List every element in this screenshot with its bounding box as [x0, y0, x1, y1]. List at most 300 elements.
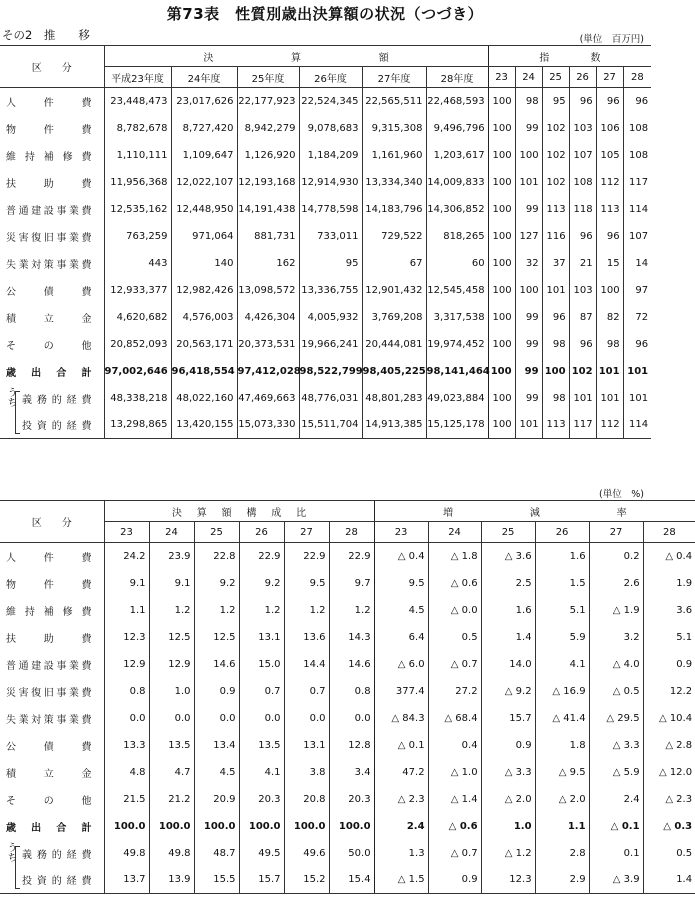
cell-change: 0.5: [643, 840, 695, 867]
cell-index: 99: [515, 385, 542, 412]
cell-change: 5.1: [535, 597, 589, 624]
column-header-year: 28: [329, 522, 374, 543]
cell-change: 47.2: [374, 759, 428, 786]
cell-amount: 20,852,093: [104, 331, 171, 358]
cell-index: 98: [596, 331, 623, 358]
cell-amount: 48,022,160: [171, 385, 237, 412]
cell-change: △ 2.3: [374, 786, 428, 813]
cell-index: 100: [488, 169, 515, 196]
cell-amount: 13,336,755: [299, 277, 362, 304]
row-label: 公債費: [6, 286, 92, 298]
row-label: 物件費: [6, 124, 92, 136]
row-label: 投資的経費: [0, 412, 104, 439]
cell-amount: 1,110,111: [104, 142, 171, 169]
cell-change: 2.4: [374, 813, 428, 840]
cell-ratio: 9.5: [284, 570, 329, 597]
cell-ratio: 9.1: [104, 570, 149, 597]
cell-amount: 98,405,225: [362, 358, 426, 385]
cell-amount: 12,545,458: [426, 277, 488, 304]
cell-amount: 60: [426, 250, 488, 277]
row-label: 維持補修費: [6, 151, 92, 163]
cell-change: △ 2.0: [535, 786, 589, 813]
cell-ratio: 14.3: [329, 624, 374, 651]
cell-ratio: 13.3: [104, 732, 149, 759]
cell-amount: 140: [171, 250, 237, 277]
cell-ratio: 13.5: [149, 732, 194, 759]
table-row: [0, 678, 695, 705]
cell-ratio: 23.9: [149, 543, 194, 570]
column-header-year: 26: [569, 67, 596, 88]
column-group-index-char: 数: [590, 52, 601, 64]
cell-ratio: 15.4: [329, 867, 374, 894]
column-header-year: 26: [239, 522, 284, 543]
cell-ratio: 21.2: [149, 786, 194, 813]
cell-ratio: 49.6: [284, 840, 329, 867]
row-label: 人件費: [6, 97, 92, 109]
cell-index: 113: [596, 196, 623, 223]
table-row: [0, 732, 695, 759]
cell-index: 21: [569, 250, 596, 277]
cell-ratio: 1.2: [194, 597, 239, 624]
cell-change: △ 10.4: [643, 705, 695, 732]
column-header-year: 28: [623, 67, 651, 88]
cell-change: 2.5: [481, 570, 535, 597]
cell-ratio: 22.9: [329, 543, 374, 570]
cell-change: 2.6: [589, 570, 643, 597]
brace-mark: [15, 391, 20, 413]
amount-index-table: [0, 45, 651, 439]
cell-amount: 12,982,426: [171, 277, 237, 304]
cell-ratio: 0.8: [104, 678, 149, 705]
cell-change: 12.2: [643, 678, 695, 705]
cell-ratio: 1.2: [149, 597, 194, 624]
cell-change: △ 0.6: [428, 813, 481, 840]
row-label-text: 義務的経費: [22, 849, 92, 861]
cell-ratio: 12.5: [194, 624, 239, 651]
cell-amount: 47,469,663: [237, 385, 299, 412]
page-title: 第73表 性質別歳出決算額の状況（つづき）: [166, 5, 484, 23]
ratio-change-table: [0, 500, 695, 894]
cell-index: 100: [488, 385, 515, 412]
cell-amount: 97,412,028: [237, 358, 299, 385]
cell-change: 0.1: [589, 840, 643, 867]
cell-index: 112: [596, 412, 623, 439]
cell-ratio: 100.0: [149, 813, 194, 840]
cell-change: △ 0.6: [428, 570, 481, 597]
cell-amount: 1,109,647: [171, 142, 237, 169]
cell-amount: 13,334,340: [362, 169, 426, 196]
cell-amount: 9,315,308: [362, 115, 426, 142]
column-group-change: [374, 501, 695, 522]
row-label: 災害復旧事業費: [6, 687, 92, 699]
cell-amount: 1,161,960: [362, 142, 426, 169]
column-group-change-char: 率: [616, 507, 627, 519]
cell-change: △ 0.3: [643, 813, 695, 840]
cell-index: 101: [623, 385, 651, 412]
cell-ratio: 15.0: [239, 651, 284, 678]
table-row: [0, 304, 651, 331]
cell-ratio: 1.0: [149, 678, 194, 705]
cell-amount: 20,444,081: [362, 331, 426, 358]
cell-index: 100: [488, 412, 515, 439]
cell-amount: 13,420,155: [171, 412, 237, 439]
row-label: 失業対策事業費: [6, 259, 92, 271]
row-label: 積立金: [6, 313, 92, 325]
cell-ratio: 13.9: [149, 867, 194, 894]
cell-ratio: 24.2: [104, 543, 149, 570]
cell-change: △ 3.3: [481, 759, 535, 786]
cell-change: △ 9.2: [481, 678, 535, 705]
cell-index: 15: [596, 250, 623, 277]
cell-ratio: 4.8: [104, 759, 149, 786]
column-header-year: 24: [428, 522, 481, 543]
cell-index: 100: [542, 358, 569, 385]
cell-index: 100: [488, 358, 515, 385]
cell-index: 100: [515, 142, 542, 169]
cell-amount: 14,778,598: [299, 196, 362, 223]
cell-index: 108: [623, 115, 651, 142]
cell-change: 1.4: [643, 867, 695, 894]
cell-ratio: 15.7: [239, 867, 284, 894]
cell-amount: 4,426,304: [237, 304, 299, 331]
cell-ratio: 21.5: [104, 786, 149, 813]
cell-index: 37: [542, 250, 569, 277]
cell-amount: 98,141,464: [426, 358, 488, 385]
column-header-year: 28年度: [426, 67, 488, 88]
cell-change: 3.2: [589, 624, 643, 651]
cell-ratio: 13.1: [239, 624, 284, 651]
brace-mark: [15, 867, 20, 889]
unit-label-table1: (単位 百万円): [579, 34, 644, 45]
cell-amount: 13,098,572: [237, 277, 299, 304]
table-corner-label: 区 分: [0, 46, 104, 88]
cell-index: 100: [488, 115, 515, 142]
cell-index: 101: [515, 412, 542, 439]
cell-change: △ 4.0: [589, 651, 643, 678]
cell-index: 98: [515, 88, 542, 115]
cell-index: 101: [596, 385, 623, 412]
cell-ratio: 20.8: [284, 786, 329, 813]
cell-ratio: 0.8: [329, 678, 374, 705]
cell-change: 1.5: [535, 570, 589, 597]
cell-amount: 881,731: [237, 223, 299, 250]
cell-change: △ 29.5: [589, 705, 643, 732]
cell-ratio: 22.9: [239, 543, 284, 570]
cell-change: △ 5.9: [589, 759, 643, 786]
row-label: 積立金: [6, 768, 92, 780]
cell-index: 105: [596, 142, 623, 169]
cell-amount: 8,942,279: [237, 115, 299, 142]
cell-amount: 67: [362, 250, 426, 277]
cell-change: △ 3.9: [589, 867, 643, 894]
row-label: 失業対策事業費: [6, 714, 92, 726]
cell-index: 99: [515, 304, 542, 331]
cell-ratio: 15.5: [194, 867, 239, 894]
cell-ratio: 3.8: [284, 759, 329, 786]
cell-ratio: 13.7: [104, 867, 149, 894]
column-group-ratio-char: 額: [221, 507, 232, 519]
cell-ratio: 9.2: [239, 570, 284, 597]
cell-change: △ 1.8: [428, 543, 481, 570]
cell-ratio: 15.2: [284, 867, 329, 894]
cell-amount: 15,125,178: [426, 412, 488, 439]
cell-amount: 729,522: [362, 223, 426, 250]
cell-change: 15.7: [481, 705, 535, 732]
column-header-year: 23: [374, 522, 428, 543]
cell-amount: 14,913,385: [362, 412, 426, 439]
column-header-year: 24年度: [171, 67, 237, 88]
column-header-year: 26: [535, 522, 589, 543]
table-row: [0, 813, 695, 840]
table-row: [0, 331, 651, 358]
cell-amount: 1,184,209: [299, 142, 362, 169]
table-row: [0, 115, 651, 142]
cell-index: 107: [623, 223, 651, 250]
cell-ratio: 100.0: [329, 813, 374, 840]
cell-change: 377.4: [374, 678, 428, 705]
cell-index: 112: [596, 169, 623, 196]
cell-ratio: 22.8: [194, 543, 239, 570]
cell-amount: 4,576,003: [171, 304, 237, 331]
cell-index: 117: [623, 169, 651, 196]
cell-amount: 9,496,796: [426, 115, 488, 142]
cell-change: 1.0: [481, 813, 535, 840]
column-header-year: 24: [515, 67, 542, 88]
cell-index: 103: [569, 115, 596, 142]
column-group-ratio-char: 比: [296, 507, 307, 519]
cell-amount: 818,265: [426, 223, 488, 250]
cell-change: △ 2.3: [643, 786, 695, 813]
cell-ratio: 4.1: [239, 759, 284, 786]
cell-ratio: 0.9: [194, 678, 239, 705]
cell-amount: 15,073,330: [237, 412, 299, 439]
column-group-change-char: 減: [529, 507, 540, 519]
cell-amount: 15,511,704: [299, 412, 362, 439]
cell-index: 100: [488, 223, 515, 250]
column-group-amount-char: 決: [203, 52, 214, 64]
cell-change: △ 84.3: [374, 705, 428, 732]
cell-ratio: 20.9: [194, 786, 239, 813]
cell-index: 96: [569, 331, 596, 358]
uchi-label: うち: [5, 841, 16, 862]
cell-change: 0.2: [589, 543, 643, 570]
cell-index: 106: [596, 115, 623, 142]
cell-index: 32: [515, 250, 542, 277]
cell-change: 4.5: [374, 597, 428, 624]
cell-amount: 14,191,438: [237, 196, 299, 223]
cell-amount: 8,727,420: [171, 115, 237, 142]
column-group-ratio-char: 算: [196, 507, 207, 519]
cell-index: 101: [596, 358, 623, 385]
cell-amount: 97,002,646: [104, 358, 171, 385]
cell-ratio: 1.2: [329, 597, 374, 624]
table-row: [0, 142, 651, 169]
cell-ratio: 100.0: [284, 813, 329, 840]
cell-ratio: 1.1: [104, 597, 149, 624]
table-row: [0, 651, 695, 678]
cell-change: △ 68.4: [428, 705, 481, 732]
cell-change: 0.5: [428, 624, 481, 651]
cell-ratio: 14.4: [284, 651, 329, 678]
row-label: 歳出合計: [6, 822, 92, 834]
cell-index: 117: [569, 412, 596, 439]
cell-ratio: 9.2: [194, 570, 239, 597]
cell-index: 116: [542, 223, 569, 250]
row-label: 歳出合計: [6, 367, 92, 379]
cell-change: 1.4: [481, 624, 535, 651]
cell-amount: 98,522,799: [299, 358, 362, 385]
row-label: 維持補修費: [6, 606, 92, 618]
cell-index: 96: [542, 304, 569, 331]
cell-ratio: 13.4: [194, 732, 239, 759]
table-row: [0, 277, 651, 304]
cell-ratio: 100.0: [104, 813, 149, 840]
cell-ratio: 0.0: [194, 705, 239, 732]
cell-amount: 49,023,884: [426, 385, 488, 412]
cell-index: 101: [623, 358, 651, 385]
cell-index: 100: [488, 304, 515, 331]
cell-index: 98: [542, 385, 569, 412]
column-group-ratio-char: 構: [246, 507, 257, 519]
cell-change: △ 0.7: [428, 840, 481, 867]
table-row: [0, 223, 651, 250]
cell-index: 96: [569, 88, 596, 115]
column-group-change-char: 増: [442, 507, 453, 519]
cell-index: 102: [569, 358, 596, 385]
cell-index: 107: [569, 142, 596, 169]
column-group-amount-char: 額: [378, 52, 389, 64]
cell-change: 0.9: [428, 867, 481, 894]
table-row: [0, 786, 695, 813]
cell-index: 98: [542, 331, 569, 358]
cell-change: 9.5: [374, 570, 428, 597]
cell-ratio: 13.1: [284, 732, 329, 759]
cell-change: △ 1.9: [589, 597, 643, 624]
cell-amount: 3,769,208: [362, 304, 426, 331]
cell-amount: 22,468,593: [426, 88, 488, 115]
table-row: [0, 250, 651, 277]
cell-change: △ 16.9: [535, 678, 589, 705]
cell-amount: 12,914,930: [299, 169, 362, 196]
cell-amount: 22,524,345: [299, 88, 362, 115]
row-label: 公債費: [6, 741, 92, 753]
cell-ratio: 12.5: [149, 624, 194, 651]
cell-index: 108: [569, 169, 596, 196]
cell-index: 114: [623, 412, 651, 439]
cell-amount: 48,338,218: [104, 385, 171, 412]
cell-ratio: 0.7: [284, 678, 329, 705]
cell-amount: 733,011: [299, 223, 362, 250]
cell-amount: 3,317,538: [426, 304, 488, 331]
cell-change: 5.9: [535, 624, 589, 651]
cell-amount: 95: [299, 250, 362, 277]
uchi-label: うち: [5, 386, 16, 407]
row-label-text: 義務的経費: [22, 394, 92, 406]
cell-index: 100: [515, 277, 542, 304]
column-header-year: 25年度: [237, 67, 299, 88]
cell-ratio: 14.6: [194, 651, 239, 678]
section-subtitle: その2 推 移: [2, 28, 90, 42]
table-row: [0, 759, 695, 786]
table-row: [0, 169, 651, 196]
cell-amount: 19,966,241: [299, 331, 362, 358]
cell-ratio: 4.7: [149, 759, 194, 786]
cell-amount: 23,017,626: [171, 88, 237, 115]
table-row: [0, 624, 695, 651]
cell-ratio: 9.7: [329, 570, 374, 597]
cell-amount: 20,563,171: [171, 331, 237, 358]
table-row: [0, 412, 651, 439]
column-group-amount-char: 算: [291, 52, 302, 64]
table-row: [0, 358, 651, 385]
cell-change: △ 2.8: [643, 732, 695, 759]
cell-index: 99: [515, 196, 542, 223]
cell-change: 1.3: [374, 840, 428, 867]
cell-change: 1.9: [643, 570, 695, 597]
row-label: 普通建設事業費: [6, 205, 92, 217]
cell-index: 72: [623, 304, 651, 331]
cell-change: △ 0.5: [589, 678, 643, 705]
column-header-year: 27: [284, 522, 329, 543]
cell-amount: 14,183,796: [362, 196, 426, 223]
cell-change: 2.8: [535, 840, 589, 867]
cell-change: 1.6: [481, 597, 535, 624]
cell-ratio: 12.9: [149, 651, 194, 678]
cell-amount: 13,298,865: [104, 412, 171, 439]
cell-index: 108: [623, 142, 651, 169]
cell-amount: 9,078,683: [299, 115, 362, 142]
cell-index: 95: [542, 88, 569, 115]
cell-change: 3.6: [643, 597, 695, 624]
cell-change: △ 1.2: [481, 840, 535, 867]
row-label: 人件費: [6, 552, 92, 564]
cell-change: △ 0.7: [428, 651, 481, 678]
cell-ratio: 49.8: [104, 840, 149, 867]
cell-amount: 8,782,678: [104, 115, 171, 142]
cell-change: 0.9: [643, 651, 695, 678]
cell-ratio: 49.8: [149, 840, 194, 867]
column-header-year: 24: [149, 522, 194, 543]
table-row: [0, 543, 695, 570]
cell-change: 27.2: [428, 678, 481, 705]
cell-amount: 14,009,833: [426, 169, 488, 196]
cell-ratio: 4.5: [194, 759, 239, 786]
cell-amount: 1,203,617: [426, 142, 488, 169]
cell-ratio: 12.3: [104, 624, 149, 651]
cell-change: △ 1.0: [428, 759, 481, 786]
cell-change: △ 2.0: [481, 786, 535, 813]
cell-index: 100: [488, 277, 515, 304]
column-group-ratio-char: 決: [171, 507, 182, 519]
row-label: 災害復旧事業費: [6, 232, 92, 244]
table-corner-label: 区 分: [0, 501, 104, 543]
table-row: [0, 840, 695, 867]
brace-mark: [15, 846, 20, 868]
cell-change: △ 0.1: [589, 813, 643, 840]
column-group-amount: [104, 46, 488, 67]
cell-amount: 11,956,368: [104, 169, 171, 196]
cell-index: 103: [569, 277, 596, 304]
cell-change: △ 3.3: [589, 732, 643, 759]
cell-index: 102: [542, 169, 569, 196]
cell-change: △ 3.6: [481, 543, 535, 570]
cell-ratio: 0.0: [104, 705, 149, 732]
column-header-year: 25: [542, 67, 569, 88]
column-header-year: 25: [481, 522, 535, 543]
cell-change: △ 1.4: [428, 786, 481, 813]
cell-amount: 12,933,377: [104, 277, 171, 304]
cell-ratio: 1.2: [239, 597, 284, 624]
